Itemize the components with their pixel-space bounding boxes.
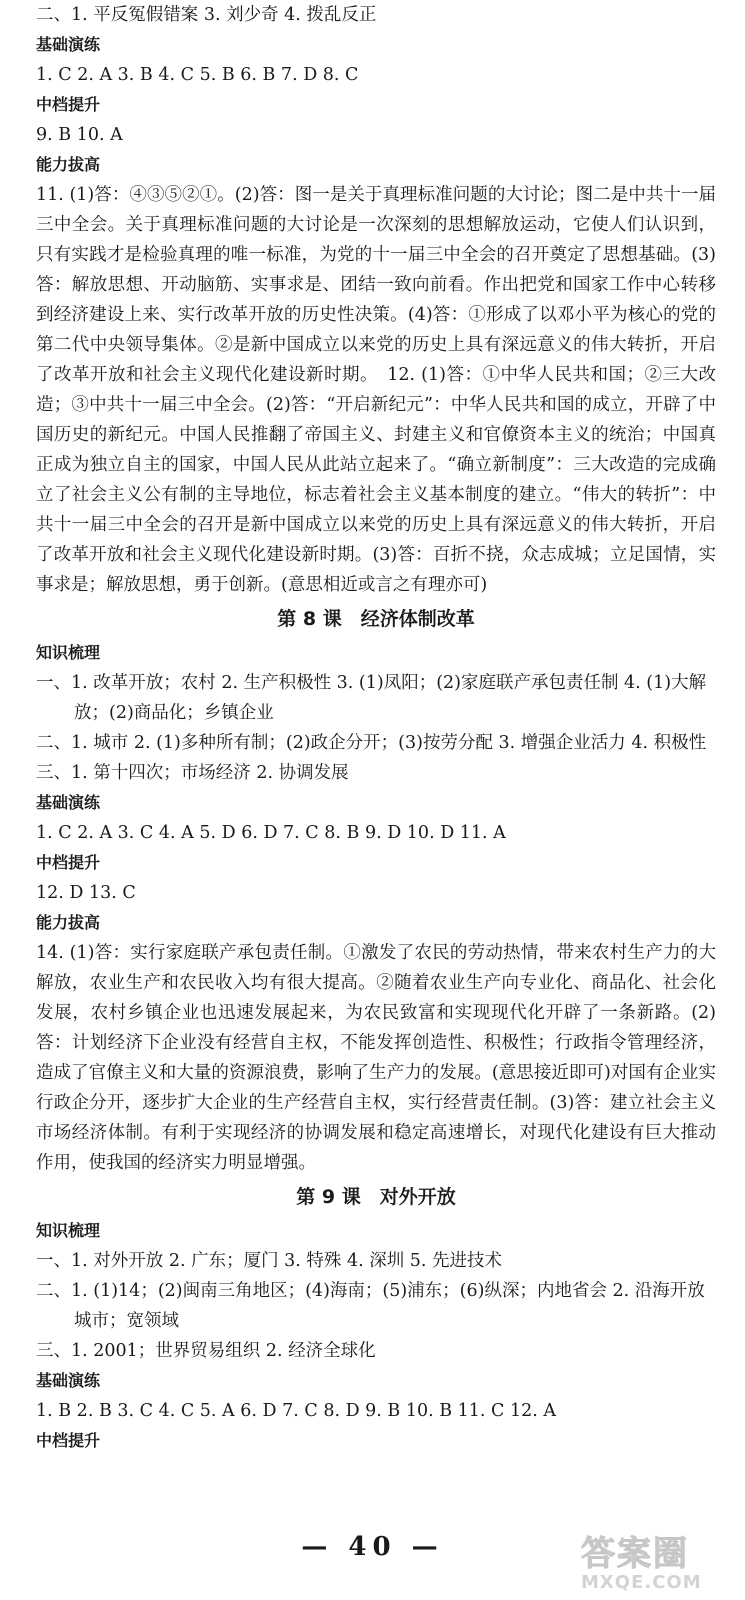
answer-line: 二、1. 平反冤假错案 3. 刘少奇 4. 拨乱反正 bbox=[36, 5, 377, 25]
lesson-title: 第 8 课 经济体制改革 bbox=[277, 608, 475, 630]
page-number: — 40 — bbox=[301, 1532, 444, 1562]
answer-line: 1. C 2. A 3. C 4. A 5. D 6. D 7. C 8. B 9. D 10. D 11. A bbox=[36, 823, 506, 843]
answer-line: 二、1. (1)14；(2)闽南三角地区；(4)海南；(5)浦东；(6)纵深；内地省会 2. 沿海开放城市；宽领域 bbox=[36, 1281, 705, 1331]
answer-paragraph: 11. (1)答：④③⑤②①。(2)答：图一是关于真理标准问题的大讨论；图二是中共十一届三中全会。关于真理标准问题的大讨论是一次深刻的思想解放运动，它使人们认识到，只有实践才是检验真理的唯一标准，为党的十一届三中全会的召开奠定了思想基础。(3)答：解放思想、开动脑筋、实事求是、团结一致向前看。作出把党和国家工作中心转移到经济建设上来、实行改革开放的历史性决策。(4)答：①形成了以邓小平为核心的党的第二代中央领导集体。②是新中国成立以来党的历史上具有深远意义的伟大转折，开启了改革开放和社会主义现代化建设新时期。 12. (1)答：①中华人民共和国；②三大改造；③中共十一届三中全会。(2)答：“开启新纪元”：中华人民共和国的成立，开辟了中国历史的新纪元。中国人民推翻了帝国主义、封建主义和官僚资本主义的统治；中国真正成为独立自主的国家，中国人民从此站立起来了。“确立新制度”：三大改造的完成确立了社会主义公有制的主导地位，标志着社会主义基本制度的建立。“伟大的转折”：中共十一届三中全会的召开是新中国成立以来党的历史上具有深远意义的伟大转折，开启了改革开放和社会主义现代化建设新时期。(3)答：百折不挠，众志成城；立足国情，实事求是；解放思想，勇于创新。(意思相近或言之有理亦可) bbox=[36, 185, 716, 595]
answer-line: 一、1. 对外开放 2. 广东；厦门 3. 特殊 4. 深圳 5. 先进技术 bbox=[36, 1251, 503, 1271]
answer-paragraph: 14. (1)答：实行家庭联产承包责任制。①激发了农民的劳动热情，带来农村生产力的大解放，农业生产和农民收入均有很大提高。②随着农业生产向专业化、商品化、社会化发展，农村乡镇企业也迅速发展起来，为农民致富和实现现代化开辟了一条新路。(2)答：计划经济下企业没有经营自主权，不能发挥创造性、积极性；行政指令管理经济，造成了官僚主义和大量的资源浪费，影响了生产力的发展。(意思接近即可)对国有企业实行政企分开，逐步扩大企业的生产经营自主权，实行经营责任制。(3)答：建立社会主义市场经济体制。有利于实现经济的协调发展和稳定高速增长，对现代化建设有巨大推动作用，使我国的经济实力明显增强。 bbox=[36, 943, 716, 1173]
answer-line: 1. C 2. A 3. B 4. C 5. B 6. B 7. D 8. C bbox=[36, 65, 359, 85]
watermark-logo bbox=[581, 1536, 731, 1596]
watermark-url: MXQE.COM bbox=[581, 1572, 702, 1593]
answer-page bbox=[36, 0, 716, 1456]
answer-line: 12. D 13. C bbox=[36, 883, 136, 903]
section-heading: 能力拔高 bbox=[36, 155, 101, 174]
section-heading: 中档提升 bbox=[36, 1431, 101, 1450]
answer-line: 三、1. 2001；世界贸易组织 2. 经济全球化 bbox=[36, 1341, 376, 1361]
answer-line: 一、1. 改革开放；农村 2. 生产积极性 3. (1)凤阳；(2)家庭联产承包责任制 4. (1)大解放；(2)商品化；乡镇企业 bbox=[36, 673, 707, 723]
section-heading: 能力拔高 bbox=[36, 913, 101, 932]
lesson-title: 第 9 课 对外开放 bbox=[296, 1186, 456, 1208]
section-heading: 基础演练 bbox=[36, 1371, 101, 1390]
watermark-text: 答案圈 bbox=[581, 1534, 689, 1574]
section-heading: 知识梳理 bbox=[36, 1221, 101, 1240]
answer-line: 1. B 2. B 3. C 4. C 5. A 6. D 7. C 8. D 9. B 10. B 11. C 12. A bbox=[36, 1401, 557, 1421]
answer-line: 9. B 10. A bbox=[36, 125, 123, 145]
section-heading: 中档提升 bbox=[36, 95, 101, 114]
section-heading: 基础演练 bbox=[36, 35, 101, 54]
section-heading: 中档提升 bbox=[36, 853, 101, 872]
answer-line: 三、1. 第十四次；市场经济 2. 协调发展 bbox=[36, 763, 349, 783]
answer-line: 二、1. 城市 2. (1)多种所有制；(2)政企分开；(3)按劳分配 3. 增强企业活力 4. 积极性 bbox=[36, 733, 707, 753]
section-heading: 基础演练 bbox=[36, 793, 101, 812]
section-heading: 知识梳理 bbox=[36, 643, 101, 662]
